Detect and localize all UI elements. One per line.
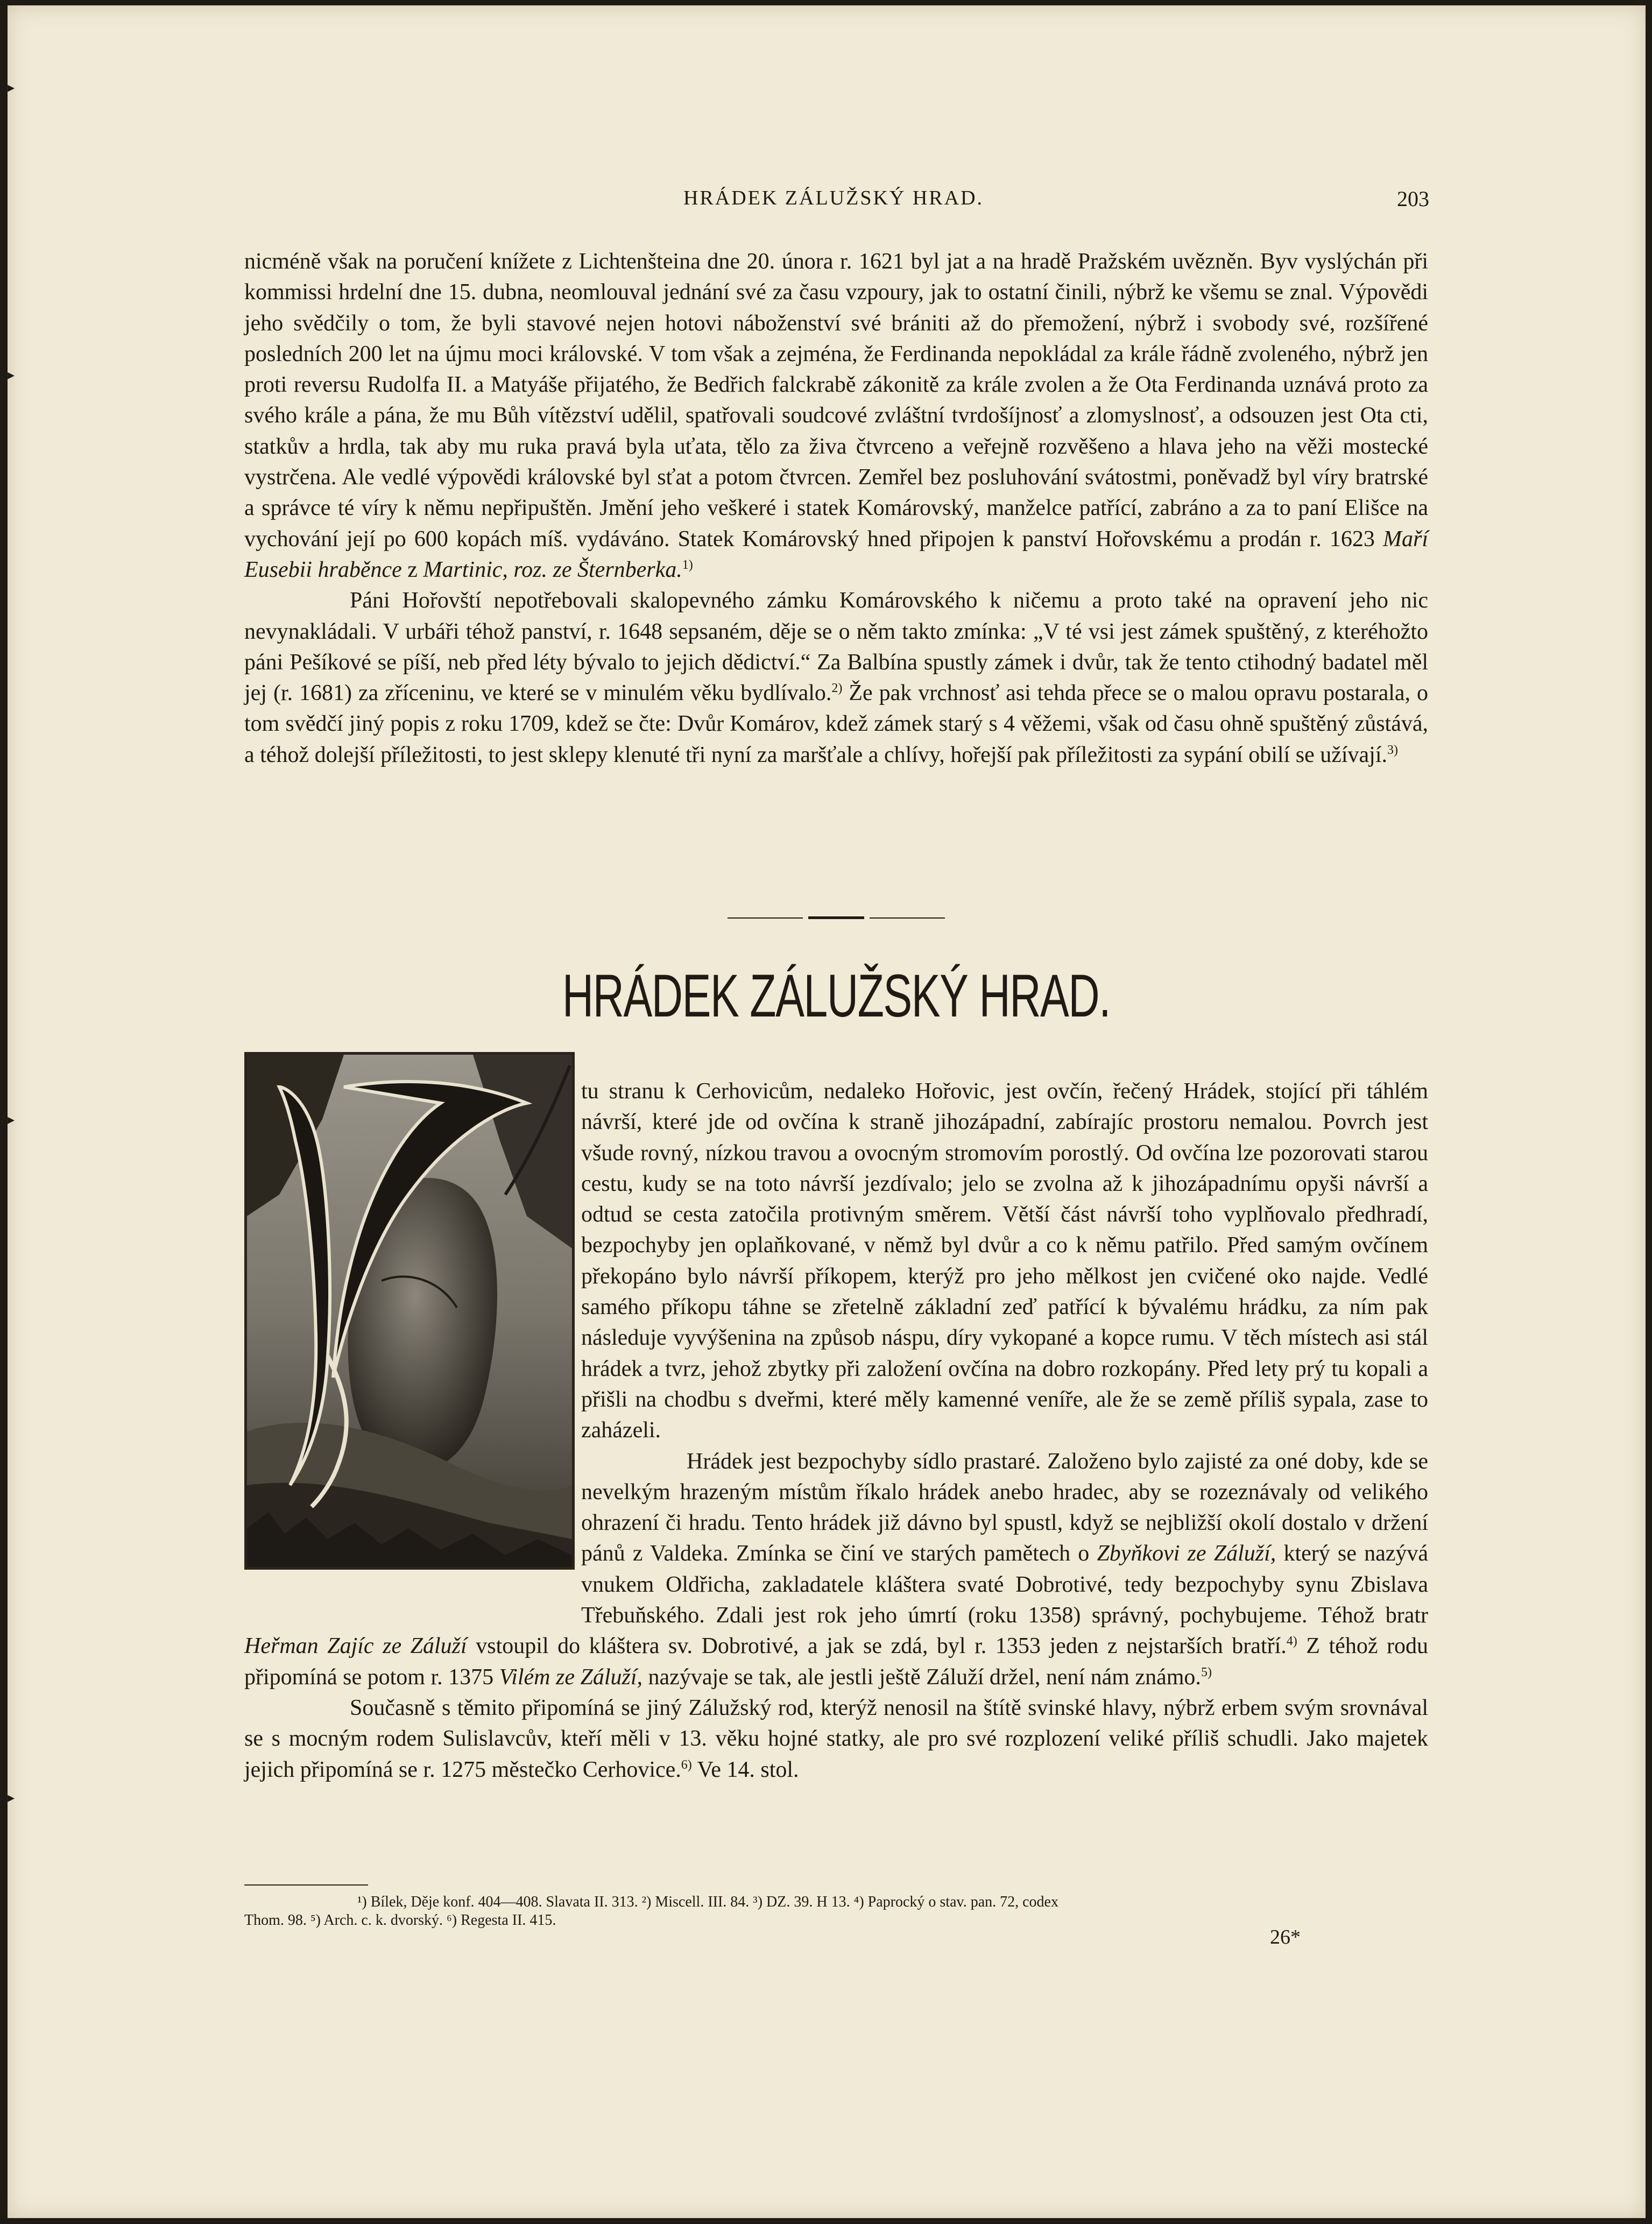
running-head xyxy=(238,186,1429,218)
running-title: HRÁDEK ZÁLUŽSKÝ HRAD. xyxy=(683,187,984,209)
edge-mark: ▸ xyxy=(8,1790,15,1806)
drop-cap-letter: V xyxy=(408,1560,410,1561)
edge-mark: ▸ xyxy=(8,80,15,96)
section-divider xyxy=(728,915,945,921)
footnote-ref: 6) xyxy=(681,1757,692,1772)
footnote-rule xyxy=(244,1884,368,1886)
italic-name: Heřman Zajíc ze Záluží xyxy=(244,1634,467,1659)
footnote-line: ¹) Bílek, Děje konf. 404—408. Slavata II. 313. ²) Miscell. III. 84. ³) DZ. 39. H 13. ⁴) Paprocký o stav. pan. 72, codex xyxy=(357,1894,1058,1910)
paragraph: Současně s těmito připomíná se jiný Zálužský rod, kterýž nenosil na štítě svinské hlavy, nýbrž erbem svým srovnával se s mocným rodem Sulislavcův, kteří měli v 13. věku hojné statky, ale pro své rozplození veliké příliš schudli. Jako majetek jejich připomíná se r. 1275 městečko Cerhovice.$^{6)}$ Ve 14. stol. xyxy=(244,1695,1428,1782)
italic-name: Maří Eusebii hraběnce xyxy=(244,526,1428,582)
italic-name: Vilém ze Záluží, xyxy=(499,1664,643,1690)
paragraph: Páni Hořovští nepotřebovali skalopevného zámku Komárovského k ničemu a proto také na opravení jeho nic nevynakládali. V urbáři téhož panství, r. 1648 sepsaném, děje se o něm takto zmínka: „V té vsi jest zámek spuštěný, z kteréhožto páni Pešíkové se píší, neb před léty bývalo to jejich dědictví.“ Za Balbína spustly zámek i dvůr, tak že tento ctihodný badatel měl jej (r. 1681) za zříceninu, ve které se v minulém věku bydlívalo.$^{2)}$ Že pak vrchnosť asi tehda přece se o malou opravu postarala, o tom svědčí jiný popis z roku 1709, kdež se čte: Dvůr Komárov, kdež zámek starý s 4 věžemi, však od času ohně spuštěný zůstává, a téhož dolejší příležitosti, to jest sklepy klenuté tři nyní za maršťale a chlívy, hořejší pak příležitosti za sypání obilí se užívají.$^{3)}$ xyxy=(244,588,1429,767)
paragraph: Hrádek jest bezpochyby sídlo prastaré. Založeno bylo zajisté za oné doby, kde se nevelkým hrazeným místům říkalo hrádek anebo hradec, aby se rozeznávaly od velikého ohrazení či hradu. Tento hrádek již dávno byl spustl, když se nejbližší okolí dostalo v držení pánů z Valdeka. Zmínka se činí ve starých pamětech o Zbyňkovi ze Záluží, který se nazývá vnukem Oldřicha, zakladatele kláštera svaté Dobrotivé, tedy bezpochyby synu Zbislava Třebuňského. Zdali jest rok jeho úmrtí (roku 1358) správný, pochybujeme. Téhož bratr Heřman Zajíc ze Záluží vstoupil do kláštera sv. Dobrotivé, a jak se zdá, byl r. 1353 jeden z nejstarších bratří.$^{4)}$ Z téhož rodu připomíná se potom r. 1375 Vilém ze Záluží, nazývaje se tak, ale jestli ještě Záluží držel, není nám známo.$^{5)}$ xyxy=(244,1449,1429,1690)
footnote-ref: 5) xyxy=(1201,1665,1212,1679)
footnote-ref: 2) xyxy=(831,681,843,696)
signature-mark: 26* xyxy=(1270,1926,1301,1948)
paragraph: tu stranu k Cerhovicům, nedaleko Hořovic, jest ovčín, řečený Hrádek, stojící při táhlém návrší, které jde od ovčína k straně jihozápadní, zabírajíc prostoru nemalou. Povrch jest všude rovný, nízkou travou a ovocným stromovím porostlý. Od ovčína lze pozorovati starou cestu, kudy se na toto návrší jezdívalo; jelo se zvolna až k jihozápadnímu opyši návrší a odtud se cesta zatočila protivným směrem. Větší část návrší toho vyplňovalo předhradí, bezpochyby jen oplaňkované, v němž byl dvůr a co k němu patřilo. Před samým ovčínem překopáno bylo návrší příkopem, kterýž pro jeho mělkost jen cvičené oko najde. Vedlé samého příkopu táhne se zřetelně základní zeď patřící k bývalému hrádku, za ním pak následuje vyvýšenina na způsob náspu, díry vykopané a kopce rumu. V těch místech asi stál hrádek a tvrz, jehož zbytky při založení ovčína na dobro rozkopány. Před lety prý tu kopali a přišli na chodbu s dveřmi, které měly kamenné veníře, ale že se země příliš sypala, zase to zaházeli. xyxy=(581,1079,1428,1443)
footnote-ref: 1) xyxy=(682,557,693,572)
footnote-ref: 4) xyxy=(1286,1634,1297,1649)
scanned-page xyxy=(8,5,1646,2218)
footnotes xyxy=(244,1893,1428,1930)
footnote-ref: 3) xyxy=(1387,743,1398,757)
page-number: 203 xyxy=(1397,187,1429,211)
italic-name: Zbyňkovi ze Záluží, xyxy=(1097,1541,1276,1566)
italic-name: Martinic, roz. ze Šternberka. xyxy=(423,557,682,582)
edge-mark: ▸ xyxy=(8,367,15,383)
edge-mark: ▸ xyxy=(8,1112,15,1128)
paragraph: nicméně však na poručení knížete z Lichtenšteina dne 20. února r. 1621 byl jat a na hradě Pražském uvězněn. Byv vyslýchán při kommissi hrdelní dne 15. dubna, neomlouval jednání své za času vzpoury, jak to ostatní činili, nýbrž ke všemu se znal. Výpovědi jeho svědčily o tom, že byli stavové nejen hotovi náboženství své brániti až do přemožení, nýbrž i svobody své, rozšířené posledních 200 let na újmu moci královské. V tom však a zejména, že Ferdinanda nepokládal za krále řádně zvoleného, nýbrž jen proti reversu Rudolfa II. a Matyáše přijatého, že Bedřich falckrabě zákonitě za krále zvolen a že Ota Ferdinanda uznává proto za svého krále a pána, že mu Bůh vítězství udělil, spatřovali soudcové zvláštní tvrdošíjnosť a zlomyslnosť, a odsouzen jest Ota cti, statkův a hrdla, tak aby mu ruka pravá byla uťata, tělo za živa čtvrceno a veřejně rozvěšeno a hlava jeho na věži mostecké vystrčena. Ale vedlé výpovědi královské byl sťat a potom čtvrcen. Zemřel bez posluhování svátostmi, poněvadž byl víry bratrské a správce té víry k němu nepřipuštěn. Jmění jeho veškeré i statek Komárovský, manželce patřící, zabráno a za to paní Elišce na vychování její po 600 kopách míš. vydáváno. Statek Komárovský hned připojen k panství Hořovskému a prodán r. 1623 Maří Eusebii hraběnce z Martinic, roz. ze Šternberka.$^{1)}$ xyxy=(244,249,1428,582)
previous-chapter-text xyxy=(244,246,1428,793)
drop-cap-space xyxy=(244,1076,581,1616)
footnote-line: Thom. 98. ⁵) Arch. c. k. dvorský. ⁶) Regesta II. 415. xyxy=(244,1912,556,1929)
chapter-title: HRÁDEK ZÁLUŽSKÝ HRAD. xyxy=(562,962,1111,1029)
chapter-body xyxy=(244,1076,1428,1785)
